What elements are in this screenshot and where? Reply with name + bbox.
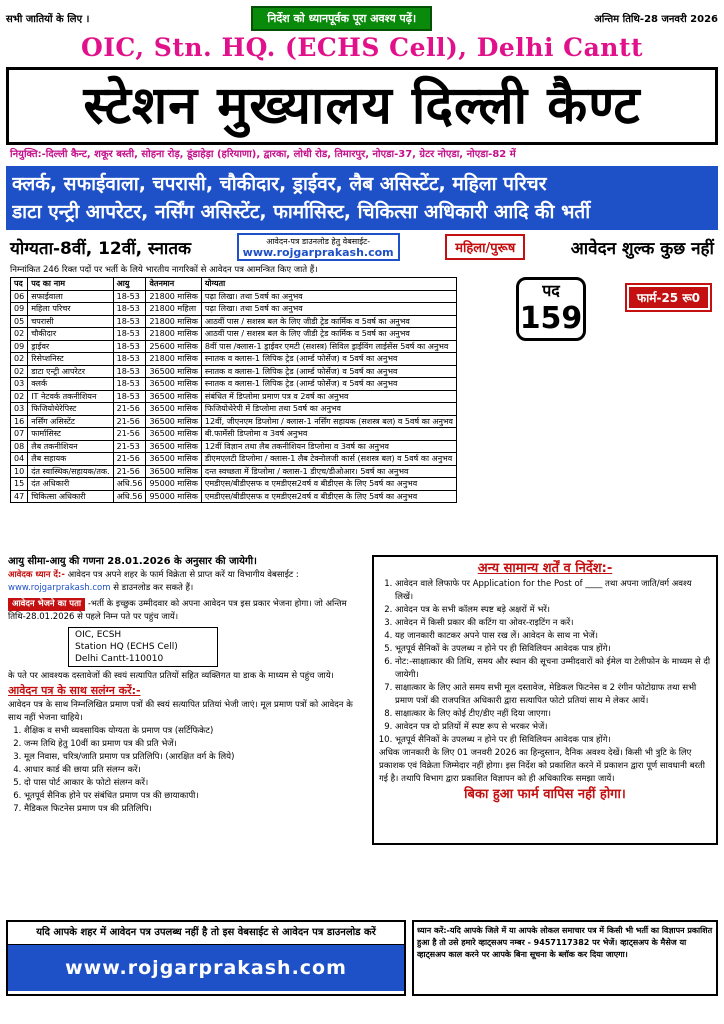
cell-post: फिजियोथेरेपिस्ट xyxy=(28,403,113,416)
posts-line-1: क्लर्क, सफाईवाला, चपरासी, चौकीदार, ड्राईवर, लैब असिस्टेंट, महिला परिचर xyxy=(12,173,547,195)
extra-info: अधिक जानकारी के लिए 01 जनवरी 2026 का हिन्दुस्तान, दैनिक अवश्य देखें। किसी भी त्रुटि के लिए प्रकाशक एवं विक्रेता जिम्मेदार नहीं होगा। इस निर्देश को प्रकाशित करने में प्रकाशन द्वारा पूर्ण सावधानी बरती गई है। तथापि विभाग द्वारा प्रकाशित विज्ञापन को ही अधिकारिक समझा जायें। xyxy=(379,748,705,784)
table-row xyxy=(11,415,457,428)
cell-salary: 36500 मासिक xyxy=(146,428,201,441)
table-row xyxy=(11,353,457,366)
cell-salary: 36500 मासिक xyxy=(146,465,201,478)
table-area xyxy=(6,277,718,552)
condition-item: 10. भूतपूर्व सैनिकों के उपलब्ध न होने पर ही सिविलियन आवेदक पात्र होंगे। xyxy=(395,734,711,747)
table-row xyxy=(11,453,457,466)
cell-post: फार्मासिस्ट xyxy=(28,428,113,441)
enclosure-item: 1. शैक्षिक व सभी व्यवसायिक योग्यता के प्रमाण पत्र (सर्टिफिकेट) xyxy=(24,725,366,738)
table-row xyxy=(11,403,457,416)
attention-text: आवेदन पत्र अपने शहर के फार्म विक्रेता से प्राप्त करें या विभागीय वेबसाईट : xyxy=(67,570,299,580)
download-text: यदि आपके शहर में आवेदन पत्र उपलब्ध नहीं है तो इस वेबसाईट से आवेदन पत्र डाउनलोड करें xyxy=(8,922,404,945)
address-box xyxy=(68,627,218,667)
cell-count: 02 xyxy=(11,353,28,366)
condition-item: 4. यह जानकारी काटकर अपने पास रख लें। आवेदन के साथ ना भेजें। xyxy=(395,630,711,643)
cell-post: चौकीदार xyxy=(28,328,113,341)
cell-salary: 36500 मासिक xyxy=(146,378,201,391)
cell-salary: 36500 मासिक xyxy=(146,415,201,428)
conditions-heading: अन्य सामान्य शर्तें व निर्देश:- xyxy=(477,561,613,576)
enclosure-item: 6. भूतपूर्व सैनिक होने पर संबंधित प्रमाण पत्र की छायाकापी। xyxy=(24,790,366,803)
top-bar xyxy=(6,5,718,31)
cell-qualification: स्नातक व क्लास-1 लिपिक ट्रेड (आर्म्ड फोर्सेज) व 5वर्ष का अनुभव xyxy=(201,353,456,366)
cell-count: 05 xyxy=(11,315,28,328)
cell-count: 03 xyxy=(11,403,28,416)
cell-age: 18-53 xyxy=(113,378,146,391)
cell-age: अधि.56 xyxy=(113,490,146,503)
cell-qualification: आठवीं पास / सशस्त्र बल के लिए जीडी ट्रेड कार्मिक व 5वर्ष का अनुभव xyxy=(201,315,456,328)
cell-salary: 95000 मासिक xyxy=(146,490,201,503)
enclosure-item: 3. मूल निवास, चरित्र/जाति प्रमाण पत्र प्रतिलिपि। (आरक्षित वर्ग के लिये) xyxy=(24,751,366,764)
table-row xyxy=(11,390,457,403)
table-row xyxy=(11,478,457,491)
qualification-row xyxy=(6,230,718,264)
cell-post: महिला परिचर xyxy=(28,303,113,316)
cell-qualification: संबंधित में डिप्लोमा प्रमाण पत्र व 2वर्ष का अनुभव xyxy=(201,390,456,403)
cell-count: 06 xyxy=(11,290,28,303)
table-row xyxy=(11,328,457,341)
attention-notice: ध्यान करें:-यदि आपके जिले में या आपके लोकल समाचार पत्र में किसी भी भर्ती का विज्ञापन प्रकाशित हुआ है तो उसे हमारे व्हाट्सअप नम्बर - 9457117382 पर भेजें। व्हाट्सअप के मैसेज या व्हाट्सअप काल करने पर आपके बिना सूचना के ब्लॉक कर दिया जाएगा। xyxy=(412,920,718,996)
cell-salary: 36500 मासिक xyxy=(146,403,201,416)
condition-item: 3. आवेदन में किसी प्रकार की कटिंग या ओवर-राइटिंग न करें। xyxy=(395,617,711,630)
enclosures-intro: आवेदन पत्र के साथ निम्नलिखित प्रमाण पत्रों की स्वयं सत्यापित प्रतियां भेजी जाएं। मूल प्रमाण पत्रों को आवेदन के साथ नहीं भेजना चाहिये। xyxy=(8,700,353,723)
cell-qualification: स्नातक व क्लास-1 लिपिक ट्रेड (आर्म्ड फोर्सेज) व 5वर्ष का अनुभव xyxy=(201,365,456,378)
main-title: स्टेशन मुख्यालय दिल्ली कैण्ट xyxy=(6,67,718,145)
cell-salary: 21800 मासिक xyxy=(146,290,201,303)
condition-item: 7. साक्षात्कार के लिए आते समय सभी मूल दस्तावेज, मेडिकल फिटनेस व 2 रंगीन फोटोग्राफ तथा सभी प्रमाण पत्रों की राजपत्रित अधिकारी द्वारा सत्यापित फोटो प्रतियां साथ मे लेकर आयें। xyxy=(395,682,711,708)
cell-age: 18-53 xyxy=(113,340,146,353)
condition-item: 1. आवेदन वाले लिफाफे पर Application for the Post of ____ तथा अपना जाति/वर्ग अवश्य लिखें। xyxy=(395,578,711,604)
qualification: योग्यता-8वीं, 12वीं, स्नातक xyxy=(10,238,192,259)
cell-qualification: एमडीएस/बीडीएसफ व एमडीएस2वर्ष व बीडीएस के लिए 5वर्ष का अनुभव xyxy=(201,478,456,491)
left-column xyxy=(6,555,366,845)
cell-age: 18-53 xyxy=(113,353,146,366)
download-box xyxy=(6,920,406,996)
form-fee-badge: फार्म-25 रू0 xyxy=(627,285,710,310)
cell-post: लैब सहायक xyxy=(28,453,113,466)
table-row xyxy=(11,465,457,478)
website-url[interactable]: www.rojgarprakash.com xyxy=(242,246,394,259)
cell-count: 08 xyxy=(11,440,28,453)
cell-count: 09 xyxy=(11,303,28,316)
enclosure-item: 4. आधार कार्ड की छाया प्रति संलग्न करें। xyxy=(24,764,366,777)
cell-post: ड्राईवर xyxy=(28,340,113,353)
cell-salary: 21800 मासिक xyxy=(146,328,201,341)
cell-qualification: डीएमएलटी डिप्लोमा / क्लास-1 लैब टेक्नोलजी कार्स (सशस्त्र बल) व 5वर्ष का अनुभव xyxy=(201,453,456,466)
cell-post: नर्सिंग असिस्टेंट xyxy=(28,415,113,428)
col-salary: वेतनमान xyxy=(146,278,201,291)
website-box[interactable] xyxy=(237,233,400,261)
cell-age: 21-56 xyxy=(113,428,146,441)
cell-qualification: दन्त स्वच्छता में डिप्लोमा / क्लास-1 डीएच/डीओआर। 5वर्ष का अनुभव xyxy=(201,465,456,478)
cell-count: 02 xyxy=(11,390,28,403)
locations: नियुक्ति:-दिल्ली कैन्ट, शकूर बस्ती, सोहना रोड़, डूंडाहेड़ा (हरियाणा), द्वारका, लोधी रोड, तिमारपुर, नोएडा-37, ग्रेटर नोएडा, नोएडा-82 में xyxy=(10,149,516,160)
table-row xyxy=(11,490,457,503)
cell-salary: 36500 मासिक xyxy=(146,453,201,466)
cell-qualification: आठवीं पास / सशस्त्र बल के लिए जीडी ट्रेड कार्मिक व 5वर्ष का अनुभव xyxy=(201,328,456,341)
cell-count: 47 xyxy=(11,490,28,503)
application-fee: आवेदन शुल्क कुछ नहीं xyxy=(570,238,714,259)
cell-count: 02 xyxy=(11,365,28,378)
cell-post: दंत स्वास्थिक/सहायक/तक. xyxy=(28,465,113,478)
send-address-para xyxy=(8,598,366,624)
cell-salary: 25600 मासिक xyxy=(146,340,201,353)
table-row xyxy=(11,290,457,303)
cell-post: चिकित्सा अधिकारी xyxy=(28,490,113,503)
cell-age: 18-53 xyxy=(113,328,146,341)
cell-post: डाटा एन्ट्री आपरेटर xyxy=(28,365,113,378)
condition-item: 2. आवेदन पत्र के सभी कॉलम स्पष्ट बड़े अक्षरों में भरें। xyxy=(395,604,711,617)
right-column xyxy=(372,555,718,845)
enclosure-item: 7. मैडिकल फिटनेस प्रमाण पत्र की प्रतिलिपि। xyxy=(24,803,366,816)
table-row xyxy=(11,340,457,353)
col-post: पद का नाम xyxy=(28,278,113,291)
enclosures-heading: आवेदन पत्र के साथ सलंग्न करें:- xyxy=(8,684,141,697)
all-castes-note: सभी जातियों के लिए । xyxy=(6,14,90,25)
table-row xyxy=(11,440,457,453)
cell-qualification: एमडीएस/बीडीएसफ व एमडीएस2वर्ष व बीडीएस के लिए 5वर्ष का अनुभव xyxy=(201,490,456,503)
cell-age: 21-56 xyxy=(113,453,146,466)
attention-para xyxy=(8,569,366,595)
table-row xyxy=(11,303,457,316)
cell-age: 21-56 xyxy=(113,465,146,478)
condition-item: 8. साक्षात्कार के लिए कोई टीए/डीए नहीं दिया जाएगा। xyxy=(395,708,711,721)
cell-post: सफाईवाला xyxy=(28,290,113,303)
website-label: आवेदन-पत्र डाउनलोड हेतु वेबसाईट- xyxy=(266,237,371,246)
cell-qualification: बी.फार्मेसी डिप्लोमा व 3वर्ष अनुभव xyxy=(201,428,456,441)
col-qualification: योग्यता xyxy=(201,278,456,291)
gender-badge: महिला/पुरूष xyxy=(445,234,525,260)
table-row xyxy=(11,428,457,441)
cell-age: 18-53 xyxy=(113,365,146,378)
cell-count: 03 xyxy=(11,378,28,391)
attention-tail: से डाउनलोड कर सकते हैं। xyxy=(113,583,194,593)
cell-count: 15 xyxy=(11,478,28,491)
cell-post: रिसेप्शनिस्ट xyxy=(28,353,113,366)
last-date: अन्तिम तिथि-28 जनवरी 2026 xyxy=(594,14,718,25)
posts-banner xyxy=(6,166,718,230)
col-age: आयु xyxy=(113,278,146,291)
cell-age: अधि.56 xyxy=(113,478,146,491)
address-line-1: OIC, ECSH xyxy=(75,630,122,640)
cell-post: दंत अधिकारी xyxy=(28,478,113,491)
cell-age: 18-53 xyxy=(113,315,146,328)
cell-post: चपरासी xyxy=(28,315,113,328)
cell-count: 16 xyxy=(11,415,28,428)
vacancy-notice: निम्नांकित 246 रिक्त पदों पर भर्ती के लिये भारतीय नागरिकों से आवेदन पत्र आमन्त्रित किए जाते हैं। xyxy=(10,265,318,275)
send-address-label: आवेदन भेजने का पता xyxy=(8,598,85,611)
cell-qualification: फिजियोथेरेपी में डिप्लोमा तथा 5वर्ष का अनुभव xyxy=(201,403,456,416)
enclosure-item: 2. जन्म तिथि हेतु 10वीं का प्रमाण पत्र की प्रति भेजें। xyxy=(24,738,366,751)
cell-salary: 21800 मासिक xyxy=(146,315,201,328)
cell-age: 21-53 xyxy=(113,440,146,453)
cell-count: 04 xyxy=(11,453,28,466)
cell-salary: 36500 मासिक xyxy=(146,390,201,403)
cell-age: 21-56 xyxy=(113,403,146,416)
post-count-value: 159 xyxy=(519,301,583,336)
bottom-section xyxy=(6,920,718,996)
cell-salary: 36500 मासिक xyxy=(146,440,201,453)
cell-age: 18-53 xyxy=(113,290,146,303)
col-count: पद xyxy=(11,278,28,291)
posts-line-2: डाटा एन्ट्री आपरेटर, नर्सिंग असिस्टेंट, फार्मासिस्ट, चिकित्सा अधिकारी आदि की भर्ती xyxy=(12,201,591,223)
table-row xyxy=(11,378,457,391)
cell-count: 07 xyxy=(11,428,28,441)
cell-post: लैब तकनीशियन xyxy=(28,440,113,453)
cell-post: IT नेटवर्क तकनीशियन xyxy=(28,390,113,403)
table-header-row xyxy=(11,278,457,291)
address-line-2: Station HQ (ECHS Cell) xyxy=(75,642,178,652)
age-limit: आयु सीमा-आयु की गणना 28.01.2026 के अनुसार की जायेगी। xyxy=(8,556,257,567)
send-address-text: -भर्ती के इच्छुक उम्मीदवार को अपना आवेदन पत्र इस प्रकार भेजना होगा। जो अन्तिम तिथि-28.01.2026 से पहले निम्न पते पर पहुंच जायें। xyxy=(8,599,347,622)
cell-count: 09 xyxy=(11,340,28,353)
vacancy-table xyxy=(10,277,457,503)
no-refund-warning: बिका हुआ फार्म वापिस नहीं होगा। xyxy=(464,787,626,802)
cell-qualification: पढ़ा लिखा। तथा 5वर्ष का अनुभव xyxy=(201,290,456,303)
cell-post: क्लर्क xyxy=(28,378,113,391)
cell-qualification: पढ़ा लिखा। तथा 5वर्ष का अनुभव xyxy=(201,303,456,316)
instruction-banner: निर्देश को ध्यानपूर्वक पूरा अवश्य पढ़ें। xyxy=(251,6,432,31)
table-row xyxy=(11,365,457,378)
enclosures-list xyxy=(8,725,366,816)
details-columns xyxy=(6,555,718,845)
after-address-text: के पते पर आवश्यक दस्तावेजों की स्वयं सत्यापित प्रतियों सहित व्यक्तिगत या डाक के माध्यम से पहुंच जाये। xyxy=(8,671,334,681)
condition-item: 9. आवेदन पत्र दो प्रतियों में स्पष्ट रूप से भरकर भेजें। xyxy=(395,721,711,734)
post-count-label: पद xyxy=(542,281,560,300)
enclosure-item: 5. दो पास पोर्ट आकार के फोटो संलग्न करें। xyxy=(24,777,366,790)
conditions-list xyxy=(379,578,711,747)
cell-salary: 95000 मासिक xyxy=(146,478,201,491)
post-count-badge xyxy=(516,277,586,341)
cell-qualification: स्नातक व क्लास-1 लिपिक ट्रेड (आर्म्ड फोर्सेज) व 5वर्ष का अनुभव xyxy=(201,378,456,391)
condition-item: 5. भूतपूर्व सैनिकों के उपलब्ध न होने पर ही सिविलियन आवेदक पात्र होंगे। xyxy=(395,643,711,656)
cell-qualification: 12वीं विज्ञान तथा लैब तकनीशियन डिप्लोमा व 3वर्ष का अनुभव xyxy=(201,440,456,453)
cell-age: 18-53 xyxy=(113,390,146,403)
cell-salary: 21800 मासिक xyxy=(146,353,201,366)
cell-age: 21-56 xyxy=(113,415,146,428)
oic-heading: OIC, Stn. HQ. (ECHS Cell), Delhi Cantt xyxy=(80,33,644,62)
address-line-3: Delhi Cantt-110010 xyxy=(75,654,164,664)
cell-qualification: 8वीं पास /क्लास-1 ड्राईवर एमटी (सशस्त्र) सिविल ड्राईविंग लाईसेंस 5वर्ष का अनुभव xyxy=(201,340,456,353)
cell-count: 10 xyxy=(11,465,28,478)
attention-label: आवेदक ध्यान दें:- xyxy=(8,570,65,580)
bottom-website[interactable]: www.rojgarprakash.com xyxy=(8,945,404,991)
condition-item: 6. नोट:-साक्षात्कार की तिथि, समय और स्थान की सूचना उम्मीदवारों को ईमेल या टेलीफोन के माध्यम से दी जायेगी। xyxy=(395,656,711,682)
cell-count: 02 xyxy=(11,328,28,341)
cell-salary: 21800 महिला xyxy=(146,303,201,316)
cell-age: 18-53 xyxy=(113,303,146,316)
attention-url[interactable]: www.rojgarprakash.com xyxy=(8,583,111,593)
cell-salary: 36500 मासिक xyxy=(146,365,201,378)
table-row xyxy=(11,315,457,328)
cell-qualification: 12वीं, जीएनएम डिप्लोमा / क्लास-1 नर्सिंग सहायक (सशस्त्र बल) व 5वर्ष का अनुभव xyxy=(201,415,456,428)
